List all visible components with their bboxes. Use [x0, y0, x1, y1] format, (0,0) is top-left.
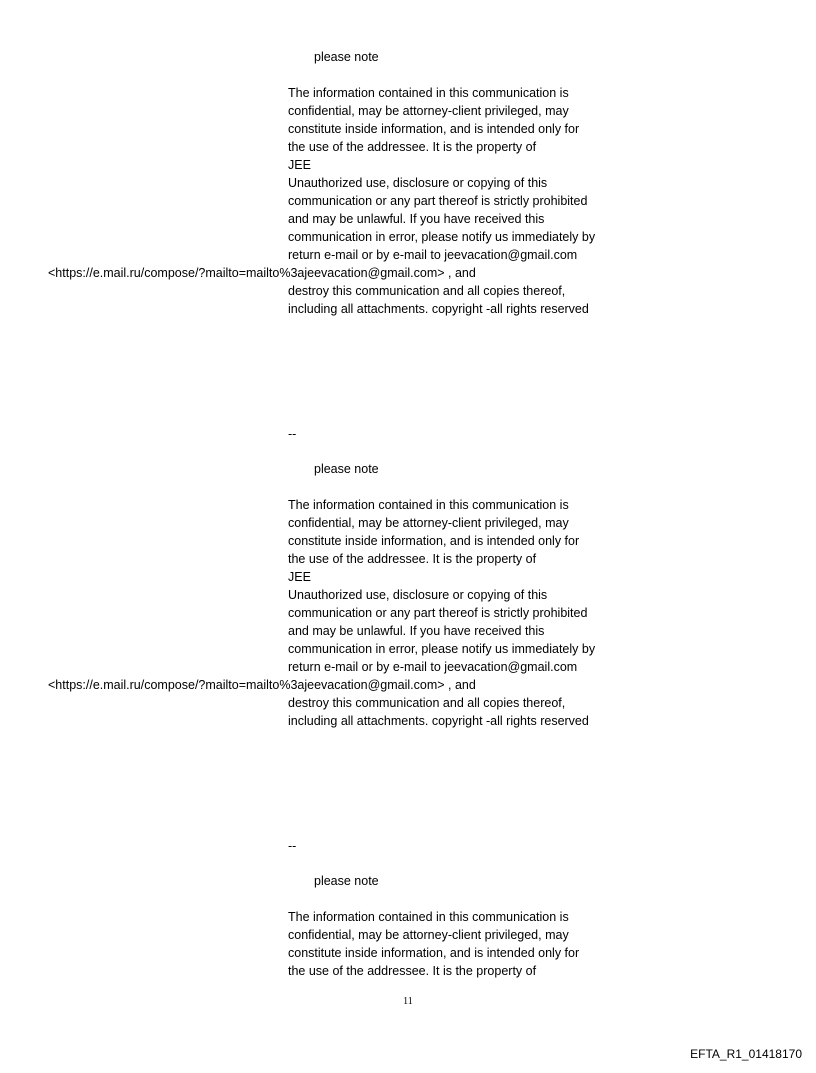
notice-line: and may be unlawful. If you have received this — [288, 212, 545, 226]
notice-line: The information contained in this communication is — [288, 910, 569, 924]
document-id: EFTA_R1_01418170 — [690, 1047, 802, 1061]
notice-line: constitute inside information, and is intended only for — [288, 946, 580, 960]
separator: -- — [288, 839, 297, 853]
notice-line: the use of the addressee. It is the property of — [288, 964, 537, 978]
notice-line: the use of the addressee. It is the property of — [288, 140, 537, 154]
notice-line: including all attachments. copyright -all rights reserved — [288, 302, 589, 316]
notice-line: return e-mail or by e-mail to jeevacation@gmail.com — [288, 248, 578, 262]
notice-line: and may be unlawful. If you have received this — [288, 624, 545, 638]
notice-line: confidential, may be attorney-client privileged, may — [288, 928, 569, 942]
notice-line: confidential, may be attorney-client privileged, may — [288, 104, 569, 118]
notice-heading: please note — [314, 50, 379, 64]
page-number: 11 — [403, 996, 413, 1007]
separator: -- — [288, 427, 297, 441]
notice-line: constitute inside information, and is intended only for — [288, 534, 580, 548]
notice-line: The information contained in this communication is — [288, 498, 569, 512]
notice-line: The information contained in this communication is — [288, 86, 569, 100]
notice-line: return e-mail or by e-mail to jeevacation@gmail.com — [288, 660, 578, 674]
notice-heading: please note — [314, 462, 379, 476]
mailto-link[interactable]: <https://e.mail.ru/compose/?mailto=mailto%3ajeevacation@gmail.com> , and — [48, 266, 476, 280]
notice-line: constitute inside information, and is intended only for — [288, 122, 580, 136]
notice-line: JEE — [288, 570, 311, 584]
notice-line: destroy this communication and all copies thereof, — [288, 284, 566, 298]
mailto-link[interactable]: <https://e.mail.ru/compose/?mailto=mailto%3ajeevacation@gmail.com> , and — [48, 678, 476, 692]
notice-line: communication or any part thereof is strictly prohibited — [288, 194, 588, 208]
notice-line: destroy this communication and all copies thereof, — [288, 696, 566, 710]
notice-line: communication in error, please notify us immediately by — [288, 642, 596, 656]
notice-line: the use of the addressee. It is the property of — [288, 552, 537, 566]
notice-line: confidential, may be attorney-client privileged, may — [288, 516, 569, 530]
notice-line: Unauthorized use, disclosure or copying of this — [288, 176, 548, 190]
notice-line: JEE — [288, 158, 311, 172]
notice-heading: please note — [314, 874, 379, 888]
notice-line: Unauthorized use, disclosure or copying of this — [288, 588, 548, 602]
notice-line: including all attachments. copyright -all rights reserved — [288, 714, 589, 728]
notice-line: communication or any part thereof is strictly prohibited — [288, 606, 588, 620]
notice-line: communication in error, please notify us immediately by — [288, 230, 596, 244]
